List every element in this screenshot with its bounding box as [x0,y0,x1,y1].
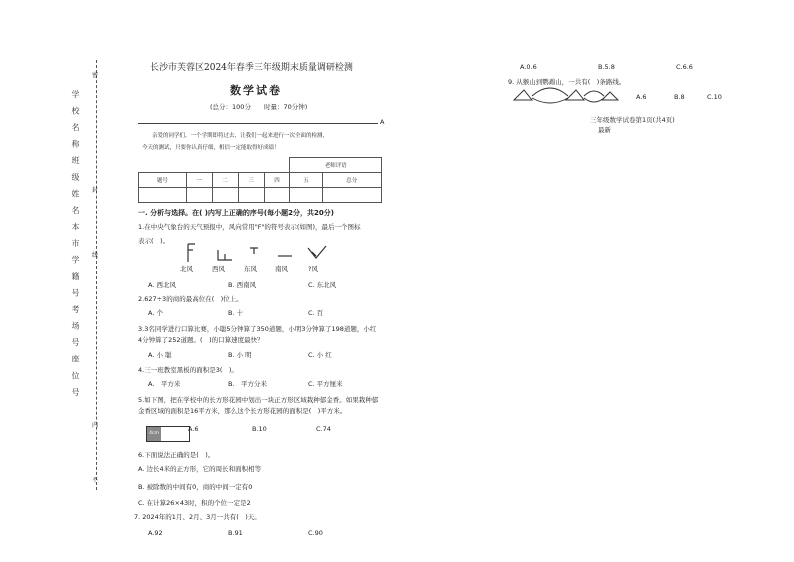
west-wind-icon [218,250,232,260]
q5-option-b: B.10 [252,425,267,433]
score-header: 总分 [322,173,381,188]
exam-meta: (总分：100分 时量：70分钟) [210,103,308,111]
q5-text-b: 金香区域的面积是16平方米，那么这个长方形花园的面积是( )平方米。 [138,407,347,415]
q2-option-b: B. 十 [228,309,244,317]
parrot-mountain-icon [602,92,618,100]
r-q-option-a: A.0.6 [520,63,537,71]
q4-option-b: B. 平方分米 [228,380,268,388]
q3-text-b: 4分钟算了252道题。( )的口算速度最快？ [138,336,264,344]
q5-option-c: C.74 [316,425,331,433]
q3-option-b: B. 小 明 [228,351,252,359]
q2-text: 2.627÷3的商的最高位在( )位上。 [138,295,243,303]
score-header: 四 [264,173,290,188]
wind-symbols [180,242,340,264]
route-figure [510,82,620,104]
q9-option-b: B.8 [674,93,685,101]
unknown-wind-icon [308,246,326,258]
cut-label-2: 封 [92,187,99,194]
page-footer-note2: 最新 [598,126,611,134]
route-path-4 [584,98,604,102]
middle-hill-icon [566,90,584,100]
route-path-3 [584,91,604,96]
cut-label-3: 线 [92,252,99,259]
score-header: 三 [238,173,264,188]
q6-option-a: A. 边长4米的正方形，它的周长和面积相等 [138,465,262,473]
wind-label-north: 北风 [180,265,193,273]
q9-text: 9. 从猴山到鹦鹉山，一共有( )条路线。 [508,78,626,86]
q3-text-a: 3.3名同学进行口算比赛，小聪5分钟算了350道题，小明3分钟算了198道题，小红 [138,325,377,333]
route-path-1 [532,88,568,96]
q2-option-a: A. 个 [148,309,163,317]
q3-option-c: C. 小 红 [308,351,332,359]
q1-option-c: C. 东北风 [308,281,337,289]
wind-label-west: 西风 [212,265,225,273]
r-q-option-b: B.5.8 [598,63,615,71]
q4-text: 4.三一班教室黑板的面积是3( )。 [138,366,238,374]
q6-option-c: C. 在计算26×43时，积的个位一定是2 [138,499,251,507]
east-wind-icon [250,248,258,254]
q4-option-c: C. 平方厘米 [308,380,343,388]
cut-label-5: 不 [92,477,99,484]
binding-fields: 学 校 名 称 班 级 姓 名 本 市 学 籍 号 考 场 号 座 位 号 [71,90,80,399]
cut-label-top: 密 [92,72,99,79]
q7-option-c: C.90 [308,529,323,537]
q7-text: 7. 2024年的1月、2月、3月一共有( )天。 [134,513,261,521]
q9-option-c: C.10 [707,93,722,101]
wind-label-south: 南风 [275,265,288,273]
q9-option-a: A.6 [636,93,647,101]
score-header: 一 [186,173,212,188]
score-header: 题号 [139,173,187,188]
notice-line1: 亲爱的同学们，一个学期即将过去，让我们一起来进行一次全面的检测， [152,133,329,139]
tulip-square: 4cm [147,427,161,441]
wind-label-east: 东风 [244,265,257,273]
q1-text-a: 1.在中央气象台的天气预报中，风向常用"F"的符号表示(如图)，最后一个图标 [138,223,361,231]
exam-title: 长沙市芙蓉区2024年春季三年级期末质量调研检测 [150,63,353,73]
score-header: 五 [290,173,322,188]
q4-option-a: A. 平方米 [148,380,181,388]
q6-option-b: B. 被除数的中间有0，商的中间一定有0 [138,483,253,491]
monkey-mountain-icon [514,90,532,100]
q6-text: 6.下面说法正确的是( )。 [138,451,215,459]
cut-label-4: 内 [92,422,99,429]
q1-option-b: B. 西南风 [228,281,257,289]
section1-title: 一. 分析与选择。在( )内写上正确的序号(每小题2分，共20分) [138,209,334,217]
north-wind-icon [188,244,195,262]
q7-option-b: B.91 [228,529,243,537]
q5-option-a: A.6 [188,425,199,433]
notice-line2: 今天的测试，只要你认真仔细，相信一定能取得好成绩！ [142,145,280,151]
q2-option-c: C. 百 [308,309,324,317]
header-rule [138,123,378,124]
q7-option-a: A.92 [148,529,163,537]
rule-marker: A [380,118,385,126]
subject-title: 数学试卷 [230,84,282,97]
r-q-option-c: C.6.6 [676,63,693,71]
q5-text-a: 5.如下图，把在学校中的长方形花园中划出一块正方形区域栽种郁金香。如果栽种郁 [138,396,379,404]
score-header: 二 [212,173,238,188]
q1-option-a: A. 西北风 [148,281,176,289]
garden-figure [146,426,190,442]
route-path-2 [532,98,568,103]
q1-text-b: 表示( )。 [138,237,170,245]
score-table [138,157,382,203]
page-footer-note: 三年级数学试卷第1页(共4页) [590,116,675,124]
q3-option-a: A. 小 聪 [148,351,172,359]
wind-label-unknown: ?风 [308,265,318,273]
scorer-label: 老师评语 [290,158,382,173]
